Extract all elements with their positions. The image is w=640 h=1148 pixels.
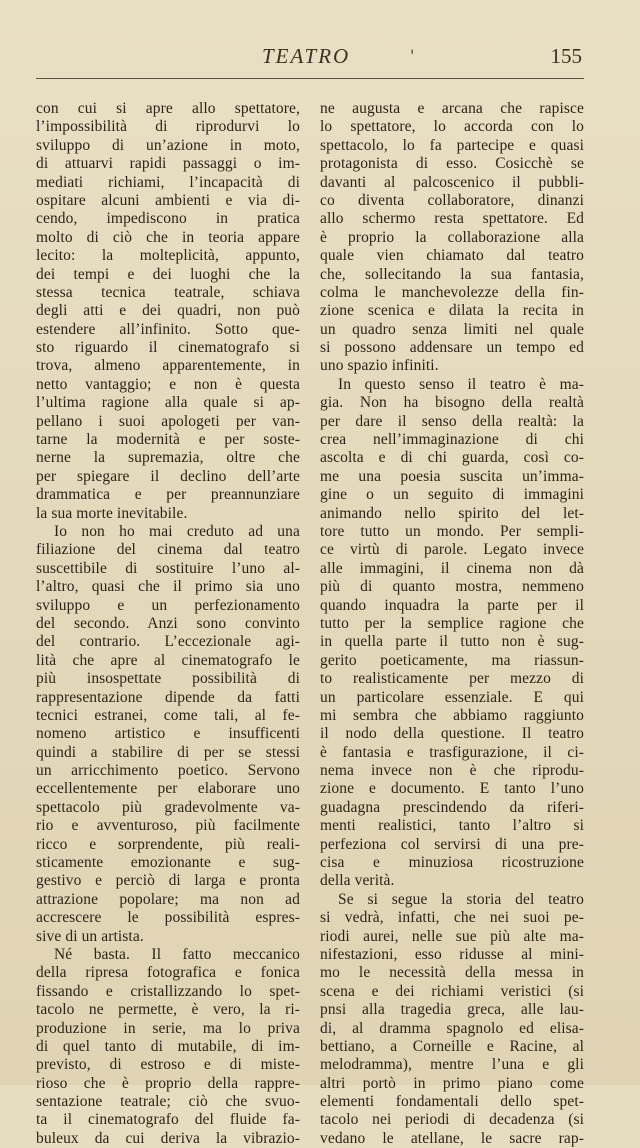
text-line: pnsi alla tragedia greca, alle lau- xyxy=(320,1001,584,1019)
text-line: rappresentazione dipende da fatti xyxy=(36,688,300,706)
text-line: mo le necessità della messa in xyxy=(320,964,584,982)
text-line: più insospettate possibilità di xyxy=(36,670,300,688)
text-line: per dare il senso della realtà: la xyxy=(320,412,584,430)
text-line: molto di ciò che in teoria appare xyxy=(36,228,300,246)
text-line: in quella parte il tutto non è sug- xyxy=(320,633,584,651)
text-line: gia. Non ha bisogno della realtà xyxy=(320,394,584,412)
text-line: me una poesia suscita un’imma- xyxy=(320,467,584,485)
text-line: gine o un seguito di immagini xyxy=(320,486,584,504)
text-line: filiazione del cinema dal teatro xyxy=(36,541,300,559)
text-line: di, al dramma spagnolo ed elisa- xyxy=(320,1019,584,1037)
text-line: lo spettatore, lo accorda con lo xyxy=(320,118,584,136)
text-line: allo schermo resta spettatore. Ed xyxy=(320,210,584,228)
right-column xyxy=(320,100,584,1148)
text-line: eccellentemente per elaborare uno xyxy=(36,780,300,798)
text-line: suscettibile di sostituire l’uno al- xyxy=(36,559,300,577)
left-column xyxy=(36,100,300,1148)
text-line: nifestazioni, esso ridusse al mini- xyxy=(320,945,584,963)
text-line: della verità. xyxy=(320,872,395,890)
text-line: dei tempi e dei luoghi che la xyxy=(36,265,300,283)
text-line: l’ultima ragione alla quale si ap- xyxy=(36,394,300,412)
text-line: il nodo della questione. Il teatro xyxy=(320,725,584,743)
text-line: guadagna prescindendo da riferi- xyxy=(320,798,584,816)
text-line: to realisticamente per mezzo di xyxy=(320,670,584,688)
text-line: cisa e minuziosa ricostruzione xyxy=(320,854,584,872)
text-line: ospitare alcuni ambienti e via di- xyxy=(36,191,300,209)
text-line: scena e dei richiami veristici (si xyxy=(320,982,584,1000)
text-line: sviluppo e un perfezionamento xyxy=(36,596,300,614)
text-line: un quadro senza limiti nel quale xyxy=(320,320,584,338)
text-line: In questo senso il teatro è ma- xyxy=(338,375,584,393)
text-line: lità che apre al cinematografo le xyxy=(36,651,300,669)
running-title: TEATRO xyxy=(262,44,351,68)
header-mark: ' xyxy=(410,46,415,65)
text-line: ascolta e di chi guarda, così co- xyxy=(320,449,584,467)
text-line: Né basta. Il fatto meccanico xyxy=(54,945,300,963)
text-line: del contrario. L’eccezionale agi- xyxy=(36,633,300,651)
text-line: melodramma), mentre l’una e gli xyxy=(320,1056,584,1074)
text-line: si vedrà, infatti, che nei suoi pe- xyxy=(320,909,584,927)
text-line: ricco e sorprendente, più reali- xyxy=(36,835,300,853)
text-line: uno spazio infiniti. xyxy=(320,357,439,375)
text-line: tecnici estranei, come tali, al fe- xyxy=(36,706,300,724)
text-line: netto vantaggio; e non è questa xyxy=(36,375,300,393)
text-line: gestivo e perciò di larga e pronta xyxy=(36,872,300,890)
text-line: sive di un artista. xyxy=(36,927,144,945)
text-line: nerne la supremazia, oltre che xyxy=(36,449,300,467)
text-line: produzione in serie, ma lo priva xyxy=(36,1019,300,1037)
text-line: zione e documento. E tanto l’uno xyxy=(320,780,584,798)
text-line: accrescere le possibilità espres- xyxy=(36,909,300,927)
text-line: tore tutto un mondo. Per sempli- xyxy=(320,522,584,540)
text-line: animando nello spirito del let- xyxy=(320,504,584,522)
text-line: tacolo nei periodi di decadenza (si xyxy=(320,1111,584,1129)
text-line: tarne la modernità e per soste- xyxy=(36,431,300,449)
text-line: bettiano, a Corneille e Racine, al xyxy=(320,1037,584,1055)
text-line: altri portò in primo piano come xyxy=(320,1074,584,1092)
text-line: attrazione popolare; ma non ad xyxy=(36,890,300,908)
header-rule xyxy=(36,78,584,79)
text-line: è proprio la collaborazione alla xyxy=(320,228,584,246)
text-line: crea nell’immaginazione di chi xyxy=(320,431,584,449)
text-line: stessa tecnica teatrale, schiava xyxy=(36,283,300,301)
text-line: quando inquadra la parte per il xyxy=(320,596,584,614)
text-line: estendere all’infinito. Sotto que- xyxy=(36,320,300,338)
text-line: degli atti e dei quadri, non può xyxy=(36,302,300,320)
text-line: colma le manchevolezze della fin- xyxy=(320,283,584,301)
text-line: trova, almeno apparentemente, in xyxy=(36,357,300,375)
text-line: elementi fondamentali dello spet- xyxy=(320,1093,584,1111)
text-line: per spiegare il declino dell’arte xyxy=(36,467,300,485)
text-line: zione scenica e dilata la recita in xyxy=(320,302,584,320)
text-line: Io non ho mai creduto ad una xyxy=(54,522,300,540)
text-line: Se si segue la storia del teatro xyxy=(338,890,584,908)
text-line: nema invece non è che riprodu- xyxy=(320,762,584,780)
text-line: sto riguardo il cinematografo si xyxy=(36,339,300,357)
text-line: l’altro, quasi che il primo sia uno xyxy=(36,578,300,596)
text-line: cendo, impediscono in pratica xyxy=(36,210,300,228)
text-line: di quel tanto di mutabile, di im- xyxy=(36,1037,300,1055)
text-line: vedano le atellane, le sacre rap- xyxy=(320,1129,584,1147)
page-number: 155 xyxy=(550,44,582,68)
text-line: mediati richiami, l’incapacità di xyxy=(36,173,300,191)
text-line: drammatica e per preannunziare xyxy=(36,486,300,504)
text-line: con cui si apre allo spettatore, xyxy=(36,100,300,117)
text-line: tacolo ne permette, è vero, la ri- xyxy=(36,1001,300,1019)
text-line: gerito poeticamente, ma riassun- xyxy=(320,651,584,669)
text-line: l’impossibilità di riprodurvi lo xyxy=(36,118,300,136)
text-line: della ripresa fotografica e fonica xyxy=(36,964,300,982)
text-line: di attuarvi rapidi passaggi o im- xyxy=(36,155,300,173)
text-line: del secondo. Anzi sono convinto xyxy=(36,614,300,632)
text-line: riodi aurei, nelle sue più alte ma- xyxy=(320,927,584,945)
text-line: quale vien chiamato dal teatro xyxy=(320,247,584,265)
text-line: mi sembra che abbiamo raggiunto xyxy=(320,706,584,724)
text-line: alle immagini, il cinema non dà xyxy=(320,559,584,577)
text-line: più di quanto mostra, nemmeno xyxy=(320,578,584,596)
text-line: quindi a stabilire di per se stessi xyxy=(36,743,300,761)
text-line: rioso che è proprio della rappre- xyxy=(36,1074,300,1092)
text-line: menti realistici, tanto l’altro si xyxy=(320,817,584,835)
text-line: sticamente emozionante e sug- xyxy=(36,854,300,872)
text-line: lecito: la molteplicità, appunto, xyxy=(36,247,300,265)
page-header xyxy=(36,40,584,72)
text-line: davanti al palcoscenico il pubbli- xyxy=(320,173,584,191)
text-line: ne augusta e arcana che rapisce xyxy=(320,100,584,117)
text-line: tutto per la semplice ragione che xyxy=(320,614,584,632)
text-line: co diventa collaboratore, dinanzi xyxy=(320,191,584,209)
text-line: un particolare essenziale. E qui xyxy=(320,688,584,706)
text-line: ce virtù di parole. Legato invece xyxy=(320,541,584,559)
text-line: buleux da cui deriva la vibrazio- xyxy=(36,1129,300,1147)
text-line: protagonista di esso. Cosicchè se xyxy=(320,155,584,173)
text-line: perfeziona col servirsi di una pre- xyxy=(320,835,584,853)
text-line: un arricchimento poetico. Servono xyxy=(36,762,300,780)
text-line: è fantasia e trasfigurazione, il ci- xyxy=(320,743,584,761)
text-line: previsto, di estroso e di miste- xyxy=(36,1056,300,1074)
text-line: che, sollecitando la sua fantasia, xyxy=(320,265,584,283)
text-line: ta il cinematografo del fluide fa- xyxy=(36,1111,300,1129)
text-line: nomeno artistico e insufficenti xyxy=(36,725,300,743)
text-line: spettacolo, lo fa partecipe e quasi xyxy=(320,136,584,154)
text-line: sviluppo di un’azione in moto, xyxy=(36,136,300,154)
text-line: la sua morte inevitabile. xyxy=(36,504,188,522)
text-line: sentazione teatrale; ciò che svuo- xyxy=(36,1093,300,1111)
text-line: si possono addensare un tempo ed xyxy=(320,339,584,357)
text-line: rio e avventuroso, più facilmente xyxy=(36,817,300,835)
text-line: fissando e cristallizzando lo spet- xyxy=(36,982,300,1000)
text-line: pellano i suoi apologeti per van- xyxy=(36,412,300,430)
text-line: spettacolo più gradevolmente va- xyxy=(36,798,300,816)
